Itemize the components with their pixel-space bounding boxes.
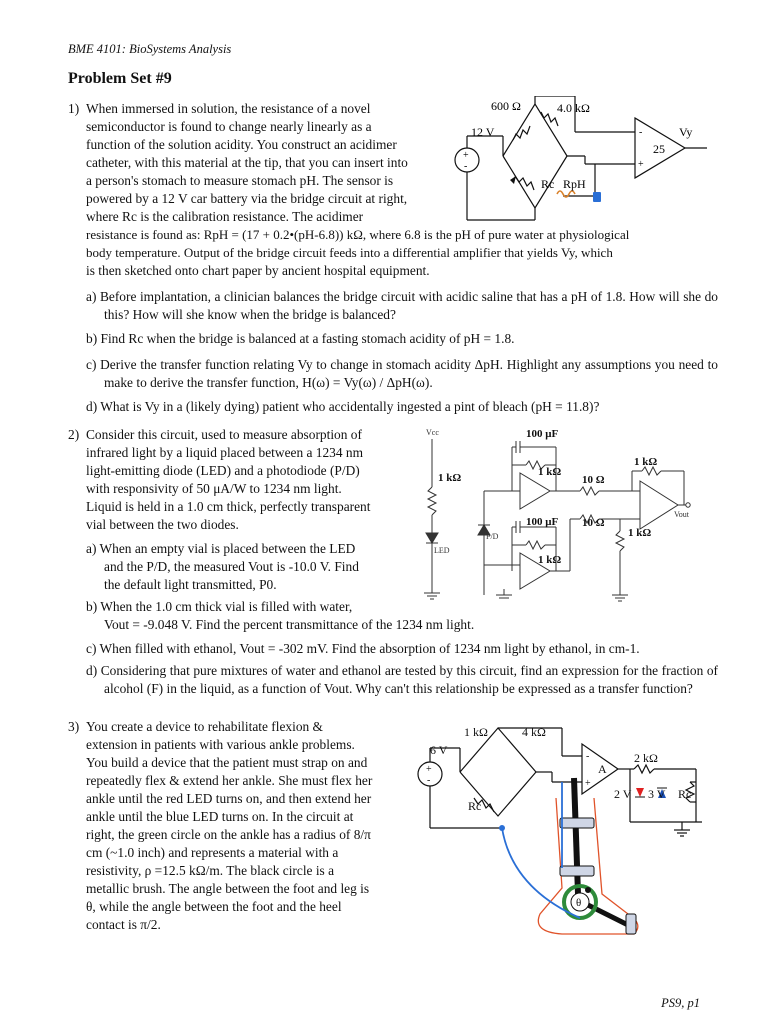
q1-line: body temperature. Output of the bridge circuit feeds into a differential amplifier that yields Vy, which — [86, 245, 613, 260]
q2-part-a-line: a) When an empty vial is placed between the LED — [86, 541, 356, 556]
q2-part-b-line: b) When the 1.0 cm thick vial is filled with water, — [86, 599, 353, 614]
q1-r2-label: 4.0 kΩ — [557, 101, 590, 115]
q1-part-b: b) Find Rc when the bridge is balanced at a fasting stomach acidity of pH = 1.8. — [86, 331, 515, 346]
q2-part-a-line: and the P/D, the measured Vout is -10.0 V. Find — [104, 559, 359, 574]
q1-gain-label: 25 — [653, 142, 665, 156]
q3-line: extension in patients with various ankle problems. — [86, 737, 355, 752]
q1-line: resistance is found as: RpH = (17 + 0.2•(pH-6.8)) kΩ, where 6.8 is the pH of pure water at physiological — [86, 227, 630, 242]
q1-minus-sign: - — [464, 161, 468, 172]
q2-rfb2-label: 1 kΩ — [538, 554, 562, 566]
q3-line: contact is π/2. — [86, 917, 161, 932]
q2-vout-label: Vout — [674, 510, 689, 519]
q3-v2-label: 2 V — [614, 787, 632, 801]
q1-line: a person's stomach to measure stomach pH. The sensor is — [86, 173, 394, 188]
q3-line: ankle until the red LED turns on, and then extend her — [86, 791, 372, 806]
q1-rc-label: Rc — [541, 177, 555, 191]
q1-line: where Rc is the calibration resistance. The acidimer — [86, 209, 364, 224]
q3-number: 3) — [68, 719, 80, 734]
q3-line: resistivity, ρ =12.5 kΩ/m. The black circle is a — [86, 863, 335, 878]
q1-line: catheter, with this material at the tip, that you can insert into — [86, 155, 408, 170]
q1-part-d: d) What is Vy in a (likely dying) patient who accidentally ingested a pint of bleach (pH = 11.8)? — [86, 399, 600, 414]
q2-number: 2) — [68, 427, 80, 442]
q3-r3-label: 2 kΩ — [634, 751, 658, 765]
q2-rfb1-label: 1 kΩ — [538, 466, 562, 478]
q2-rgnd-label: 1 kΩ — [628, 527, 652, 539]
q3-line: repeatedly flex & extend her ankle. She must flex her — [86, 773, 373, 788]
q3-amp-plus: + — [585, 778, 591, 789]
q3-line: ankle until the blue LED turns on. In the circuit at — [86, 809, 354, 824]
q1-line: semiconductor is found to change nearly linearly as a — [86, 119, 372, 134]
q3-line: θ, while the angle between the foot and the heel — [86, 899, 342, 914]
q2-part-c: c) When filled with ethanol, Vout = -302 mV. Find the absorption of 1234 nm light by ethanol, in cm-1. — [86, 641, 640, 656]
q2-c2-label: 100 μF — [526, 516, 559, 528]
q2-pd-label: P/D — [486, 532, 499, 541]
q1-line: powered by a 12 V car battery via the bridge circuit at right, — [86, 191, 408, 206]
q2-part-d: d) Considering that pure mixtures of water and ethanol are tested by this circuit, find an expression for the fraction of alcohol (F) in the liquid, as a function of Vout. Why can't this relationship be expressed as a transfer function? — [86, 663, 718, 696]
q1-amp-minus: - — [639, 127, 643, 138]
q3-line: cm (~1.0 inch) and represents a material with a — [86, 845, 339, 860]
q1-rph-label: RpH — [563, 177, 586, 191]
q2-r10b-label: 10 Ω — [582, 517, 605, 529]
q1-vy-label: Vy — [679, 125, 693, 139]
q3-line: metallic brush. The angle between the foot and leg is — [86, 881, 370, 896]
q3-rc-bridge-label: Rc — [468, 799, 482, 813]
q3-rc-label: Rc — [678, 787, 692, 801]
q2-led-label: LED — [434, 546, 450, 555]
q2-line: vial between the two diodes. — [86, 517, 239, 532]
q3-r2-label: 4 kΩ — [522, 725, 546, 739]
q3-ankle-device-figure — [412, 718, 712, 950]
q3-v3-label: 3 V — [648, 787, 666, 801]
q3-minus-sign: - — [427, 775, 431, 786]
q3-amp-label: A — [598, 762, 607, 776]
q1-r1-label: 600 Ω — [491, 99, 521, 113]
q1-bridge-circuit-figure — [445, 96, 707, 224]
q1-line: is then sketched onto chart paper by ancient hospital equipment. — [86, 263, 430, 278]
q1-part-c: c) Derive the transfer function relating Vy to change in stomach acidity ΔpH. Highlight any assumptions you need to make to derive the transfer function, H(ω) = Vy(ω) / ΔpH(ω). — [86, 357, 718, 390]
q1-plus-sign: + — [463, 150, 469, 161]
q1-line: When immersed in solution, the resistance of a novel — [86, 101, 371, 116]
q2-line: with responsivity of 50 μA/W to 1234 nm light. — [86, 481, 342, 496]
q1-battery-label: 12 V — [471, 125, 495, 139]
q3-amp-minus: - — [586, 751, 590, 762]
q1-line: function of the solution acidity. You construct an acidimer — [86, 137, 397, 152]
q2-c1-label: 100 μF — [526, 428, 559, 440]
q2-part-a-line: the default light transmitted, P0. — [104, 577, 277, 592]
q1-number: 1) — [68, 101, 80, 116]
q3-line: You build a device that the patient must strap on and — [86, 755, 368, 770]
course-header: BME 4101: BioSystems Analysis — [68, 42, 232, 56]
q3-battery-label: 6 V — [430, 743, 448, 757]
q2-circuit-figure — [420, 425, 710, 605]
q2-r10a-label: 10 Ω — [582, 474, 605, 486]
q3-theta-label: θ — [576, 897, 582, 909]
q2-line: Liquid is held in a 1.0 cm thick, perfectly transparent — [86, 499, 371, 514]
q2-rout-label: 1 kΩ — [634, 456, 658, 468]
q3-line: You create a device to rehabilitate flexion & — [86, 719, 323, 734]
q3-r1-label: 1 kΩ — [464, 725, 488, 739]
q2-vcc-label: Vcc — [426, 428, 439, 437]
q2-line: light-emitting diode (LED) and a photodiode (P/D) — [86, 463, 360, 478]
q2-line: infrared light by a liquid placed between a 1234 nm — [86, 445, 364, 460]
q3-line: right, the green circle on the ankle has a radius of 8/π — [86, 827, 371, 842]
q2-line: Consider this circuit, used to measure absorption of — [86, 427, 362, 442]
q2-r-led-label: 1 kΩ — [438, 472, 462, 484]
q1-part-a: a) Before implantation, a clinician balances the bridge circuit with acidic saline that has a pH of 1.8. How will she do this? How will she know when the bridge is balanced? — [86, 289, 718, 322]
q3-plus-sign: + — [426, 764, 432, 775]
q1-amp-plus: + — [638, 159, 644, 170]
page-number: PS9, p1 — [661, 996, 700, 1010]
q2-part-b-line: Vout = -9.048 V. Find the percent transmittance of the 1234 nm light. — [104, 617, 475, 632]
page-title: Problem Set #9 — [68, 70, 172, 87]
